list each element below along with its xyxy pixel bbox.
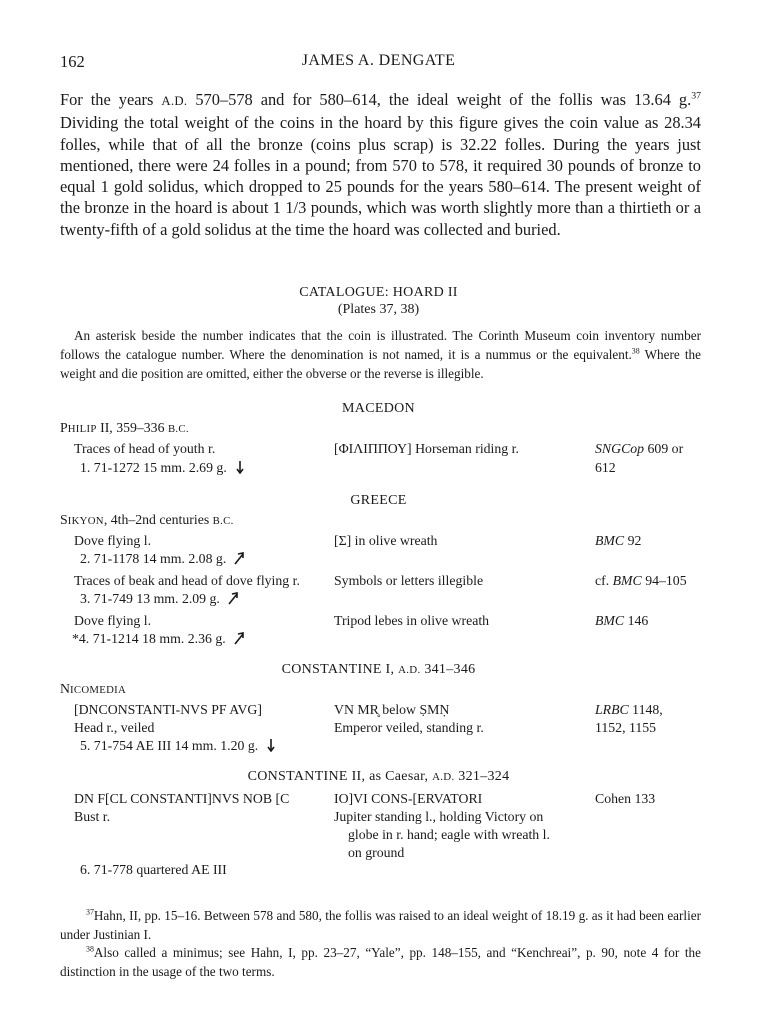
region-philip-initial: P <box>60 420 68 435</box>
entry-1-ref-source: SNGCop <box>595 441 645 456</box>
down-arrow-icon <box>266 738 276 752</box>
entry-1-obverse: Traces of head of youth r. <box>74 441 216 456</box>
entry-4-data-text: *4. 71-1214 18 mm. 2.36 g. <box>72 631 226 646</box>
catalogue-note <box>60 326 701 383</box>
entry-2-obverse: Dove flying l. <box>74 533 152 548</box>
intro-text-3: Dividing the total weight of the coins in the hoard by this figure gives the coin value as 28.34 folles, while that of all the bronze (coins plus scrap) is 32.22 folles. During the years just mentioned, there were 24 folles in a pound; from 570 to 578, it required 30 pounds of bronze to equal 1 gold solidus, which dropped to 25 pounds for the years 580–614. The present weight of the bronze in the hoard is about 1 1/3 pounds, which was worth slightly more than a thirtieth or a twenty-fifth of a gold solidus at the time the hoard was collected and buried. <box>60 113 701 239</box>
entry-6-reverse-type-2: globe in r. hand; eagle with wreath l. <box>348 827 550 842</box>
section-constantine-ii-ad: A.D. <box>432 771 455 783</box>
entry-3-ref-cf: cf. <box>595 573 613 588</box>
entry-3-ref-source: BMC <box>612 573 642 588</box>
entry-4-data <box>72 631 244 647</box>
catalogue-plates: (Plates 37, 38) <box>337 302 420 317</box>
entry-1-reverse: [ΦΙΛΙΠΠΟΥ] Horseman riding r. <box>334 441 519 456</box>
catalogue-title: CATALOGUE: HOARD II <box>299 285 458 300</box>
entry-3-obverse: Traces of beak and head of dove flying r. <box>74 573 300 588</box>
up-right-arrow-icon <box>234 551 244 565</box>
entry-2-reverse: [Σ] in olive wreath <box>334 533 438 548</box>
region-sikyon <box>60 512 234 528</box>
entry-5-reference-2: 1152, 1155 <box>595 720 657 735</box>
entry-3-data <box>80 591 238 607</box>
section-constantine-ii-years: 321–324 <box>454 769 510 784</box>
running-head-author: JAMES A. DENGATE <box>301 52 456 69</box>
footnote-ref-38[interactable]: 38 <box>631 346 640 356</box>
footnote-37-number: 37 <box>86 907 94 917</box>
entry-5-obverse-type: Head r., veiled <box>74 720 155 735</box>
catalogue-note-text-2: Where the weight and die position are omitted, either the obverse or the reverse is illegible. <box>60 347 701 381</box>
entry-6-reverse-type-1: Jupiter standing l., holding Victory on <box>334 809 544 824</box>
intro-text-1: For the years <box>60 90 162 109</box>
region-nicomedia-initial: N <box>60 681 70 696</box>
entry-5-data <box>80 738 276 754</box>
entry-1-ref-number: 609 or <box>644 441 684 456</box>
page-number: 162 <box>60 52 85 71</box>
entry-5-ref-source: LRBC <box>595 702 629 717</box>
region-nicomedia <box>60 681 126 697</box>
footnote-38-number: 38 <box>86 944 94 954</box>
footnote-37-text: Hahn, II, pp. 15–16. Between 578 and 580, the follis was raised to an ideal weight of 18.19 g. as it had been earlier under Justinian I. <box>60 908 701 942</box>
footnote-ref-37[interactable]: 37 <box>691 90 702 102</box>
entry-3-data-text: 3. 71-749 13 mm. 2.09 g. <box>80 591 220 606</box>
entry-3-reference <box>595 573 687 589</box>
entry-5-ref-number: 1148, <box>628 702 663 717</box>
region-nicomedia-smallcaps: ICOMEDIA <box>69 684 127 696</box>
entry-2-data <box>80 551 244 567</box>
up-right-arrow-icon <box>234 631 244 645</box>
intro-ad: A.D. <box>161 94 188 108</box>
region-philip-dates: II, 359–336 <box>96 420 168 435</box>
entry-4-reverse: Tripod lebes in olive wreath <box>334 613 490 628</box>
entry-4-reference <box>595 613 648 629</box>
entry-2-ref-source: BMC <box>595 533 625 548</box>
section-macedon: MACEDON <box>342 401 415 416</box>
entry-3-ref-number: 94–105 <box>641 573 687 588</box>
entry-6-reverse-type-3: on ground <box>348 845 405 860</box>
entry-4-ref-source: BMC <box>595 613 625 628</box>
entry-6-obverse-type: Bust r. <box>74 809 111 824</box>
entry-6-reverse-legend: IO]VI CONS-[ERVATORI <box>334 791 483 806</box>
section-greece: GREECE <box>350 493 407 508</box>
entry-1-data-text: 1. 71-1272 15 mm. 2.69 g. <box>80 460 227 475</box>
entry-3-reverse: Symbols or letters illegible <box>334 573 484 588</box>
entry-5-obverse-legend: [DNCONSTANTI-NVS PF AVG] <box>74 702 262 717</box>
section-constantine-ii <box>0 769 757 785</box>
footnote-37 <box>60 906 701 944</box>
footnote-38 <box>60 943 701 981</box>
entry-1-reference <box>595 441 683 457</box>
section-constantine-i-name: CONSTANTINE I, <box>281 662 399 677</box>
region-sikyon-dates: , 4th–2nd centuries <box>103 512 213 527</box>
entry-2-reference <box>595 533 641 549</box>
intro-text-2: 570–578 and for 580–614, the ideal weight of the follis was 13.64 g. <box>187 90 692 109</box>
entry-5-reference <box>595 702 663 718</box>
intro-paragraph <box>60 89 701 240</box>
entry-6-reference: Cohen 133 <box>595 791 656 806</box>
region-philip <box>60 420 189 436</box>
entry-5-reverse-type: Emperor veiled, standing r. <box>334 720 484 735</box>
section-constantine-i <box>0 662 757 678</box>
region-philip-bc: B.C. <box>167 423 189 435</box>
region-sikyon-smallcaps: IKYON <box>67 515 104 527</box>
entry-5-reverse-legend: VN MR̥ below ṢMṆ <box>334 702 450 717</box>
section-constantine-ii-name: CONSTANTINE II, as Caesar, <box>247 769 433 784</box>
entry-6-data: 6. 71-778 quartered AE III <box>80 862 227 877</box>
region-sikyon-bc: B.C. <box>212 515 234 527</box>
entry-1-reference-2: 612 <box>595 460 616 475</box>
footnote-38-text: Also called a minimus; see Hahn, I, pp. 23–27, “Yale”, pp. 148–155, and “Kenchreai”, p. 90, note 4 for the distinction in the usage of the two terms. <box>60 945 701 979</box>
region-sikyon-initial: S <box>60 512 68 527</box>
entry-5-data-text: 5. 71-754 AE III 14 mm. 1.20 g. <box>80 738 259 753</box>
up-right-arrow-icon <box>228 591 238 605</box>
catalogue-note-text-1: An asterisk beside the number indicates that the coin is illustrated. The Corinth Museum coin inventory number follows the catalogue number. Where the denomination is not named, it is a nummus or the equivalent. <box>60 328 701 362</box>
section-constantine-i-years: 341–346 <box>420 662 476 677</box>
region-philip-smallcaps: HILIP <box>67 423 97 435</box>
entry-4-obverse: Dove flying l. <box>74 613 152 628</box>
entry-4-ref-number: 146 <box>624 613 649 628</box>
section-constantine-i-ad: A.D. <box>398 664 421 676</box>
entry-6-obverse-legend: DN F[CL CONSTANTI]NVS NOB [C <box>74 791 290 806</box>
entry-2-data-text: 2. 71-1178 14 mm. 2.08 g. <box>80 551 227 566</box>
entry-1-data <box>80 460 245 476</box>
down-arrow-icon <box>235 460 245 474</box>
entry-2-ref-number: 92 <box>624 533 642 548</box>
